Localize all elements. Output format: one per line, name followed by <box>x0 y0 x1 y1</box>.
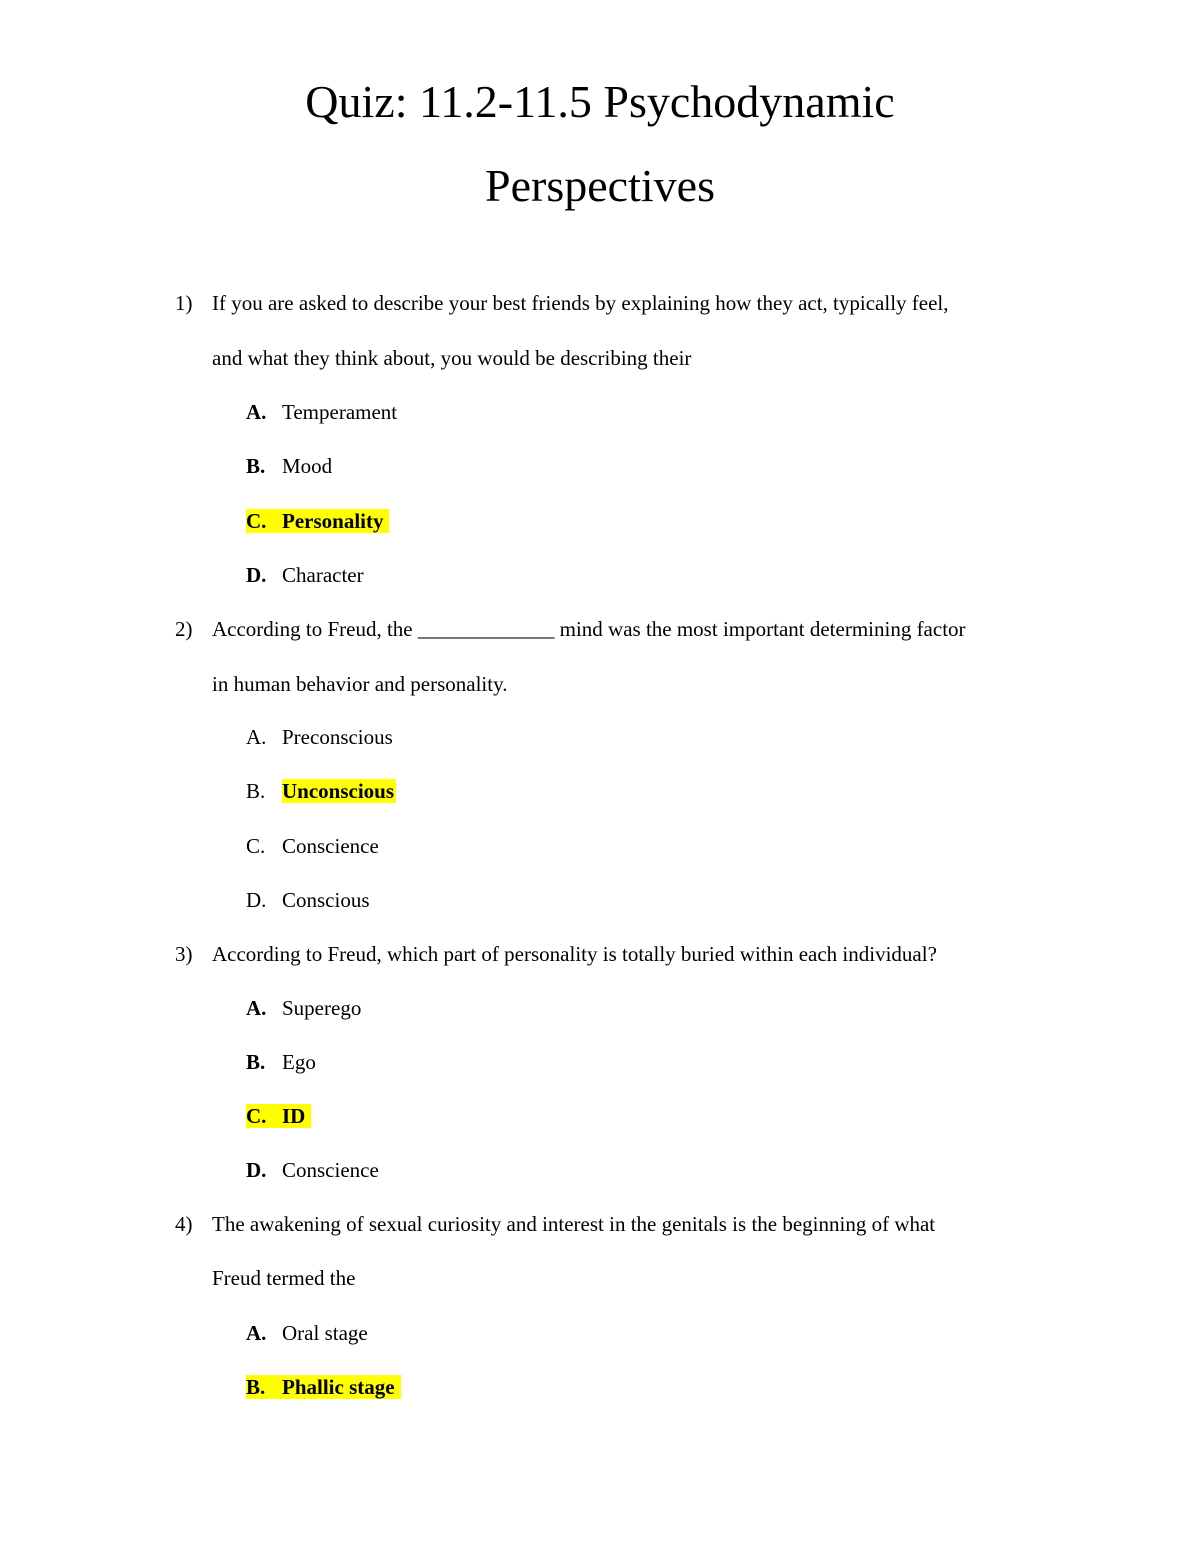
answer-highlight <box>246 509 389 533</box>
question-1-option-d <box>246 560 364 590</box>
question-3-text-line-1: According to Freud, which part of personality is totally buried within each individual? <box>212 942 937 966</box>
question-1-option-a <box>246 397 397 427</box>
question-3-option-d <box>246 1155 379 1185</box>
option-text: Phallic stage <box>282 1375 395 1399</box>
option-letter: A. <box>246 996 267 1020</box>
question-1-text-line-1: If you are asked to describe your best friends by explaining how they act, typically feel, <box>212 291 949 315</box>
question-2-text-line-1: According to Freud, the _____________ mind was the most important determining factor <box>212 617 966 641</box>
option-text: Conscious <box>282 888 370 912</box>
option-text: ID <box>282 1104 306 1128</box>
question-3-number: 3) <box>175 942 193 966</box>
question-4-option-b-correct <box>246 1372 401 1402</box>
question-4-text-line-2: Freud termed the <box>212 1266 356 1290</box>
question-2-number: 2) <box>175 617 193 641</box>
question-1-number: 1) <box>175 291 193 315</box>
question-4-option-a <box>246 1318 368 1348</box>
option-text: Ego <box>282 1050 316 1074</box>
option-letter: A. <box>246 1321 267 1345</box>
option-text: Preconscious <box>282 725 393 749</box>
question-3-option-c-correct <box>246 1101 311 1131</box>
question-2-option-c <box>246 831 379 861</box>
question-2-option-d <box>246 885 370 915</box>
option-text: Superego <box>282 996 362 1020</box>
question-3-option-a <box>246 993 361 1023</box>
option-text: Temperament <box>282 400 398 424</box>
option-letter: A. <box>246 725 267 749</box>
question-2-text-line-2: in human behavior and personality. <box>212 672 508 696</box>
option-letter: D. <box>246 888 267 912</box>
option-letter: D. <box>246 1158 267 1182</box>
answer-highlight: Unconscious <box>282 779 395 803</box>
question-2-option-a <box>246 722 393 752</box>
option-letter: B. <box>246 454 266 478</box>
option-text: Character <box>282 563 364 587</box>
option-letter: C. <box>246 1104 267 1128</box>
question-4-text-line-1: The awakening of sexual curiosity and interest in the genitals is the beginning of what <box>212 1212 936 1236</box>
option-letter: B. <box>246 779 266 803</box>
answer-highlight <box>246 1104 311 1128</box>
option-letter: C. <box>246 834 266 858</box>
question-3-option-b <box>246 1047 316 1077</box>
option-letter: D. <box>246 563 267 587</box>
page-title-line-1: Quiz: 11.2-11.5 Psychodynamic <box>305 76 895 127</box>
option-letter: A. <box>246 400 267 424</box>
option-letter: B. <box>246 1375 266 1399</box>
question-2-option-b-correct <box>246 776 396 806</box>
option-text: Personality <box>282 509 384 533</box>
answer-highlight <box>246 1375 401 1399</box>
option-letter: B. <box>246 1050 266 1074</box>
question-1-option-b <box>246 451 332 481</box>
option-letter: C. <box>246 509 267 533</box>
question-4-number: 4) <box>175 1212 193 1236</box>
question-1-text-line-2: and what they think about, you would be describing their <box>212 346 692 370</box>
option-text: Conscience <box>282 1158 379 1182</box>
option-text: Conscience <box>282 834 379 858</box>
question-1-option-c-correct <box>246 506 389 536</box>
option-text: Mood <box>282 454 333 478</box>
option-text: Oral stage <box>282 1321 368 1345</box>
page-title-line-2: Perspectives <box>485 160 715 211</box>
